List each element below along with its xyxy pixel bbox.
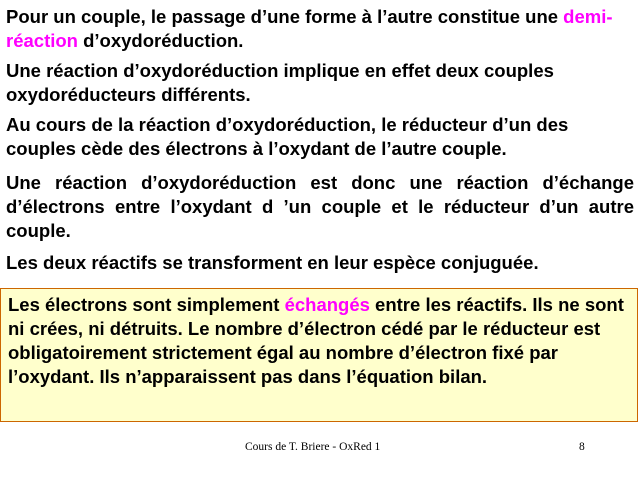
box-text: entre les réactifs. Ils ne sont ni crées, ni détruits. Le nombre d’électron cédé par le réducteur est obligatoirement strictement égal au nombre d’électron fixé par l’oxydant. Ils n’apparaissent pas dans l’équation bilan. [8,294,624,387]
highlight-box [0,288,638,422]
paragraph-text: Pour un couple, le passage d’une forme à l’autre constitue une [6,6,564,27]
highlight-term-demi-reaction: demi-réaction [6,6,613,51]
paragraph-text: d’oxydoréduction. [77,30,244,51]
page-number: 8 [579,441,585,453]
paragraph-reducer-gives-electrons: Au cours de la réaction d’oxydoréduction, le réducteur d’un des couples cède des électrons à l’oxydant de l’autre couple. [6,114,569,159]
highlight-box-text [8,293,634,389]
highlight-term-echanges: échangés [284,294,370,315]
paragraph-conjugate-species: Les deux réactifs se transforment en leur espèce conjuguée. [6,252,539,273]
paragraph-demi-reaction [6,5,634,53]
paragraph-two-couples: Une réaction d’oxydoréduction implique en effet deux couples oxydoréducteurs différents. [6,60,554,105]
footer-credit: Cours de T. Briere - OxRed 1 [245,441,381,453]
box-text: Les électrons sont simplement [8,294,285,315]
paragraph-electron-exchange: Une réaction d’oxydoréduction est donc une réaction d’échange d’électrons entre l’oxydant d ’un couple et le réducteur d’un autre couple. [6,172,634,241]
